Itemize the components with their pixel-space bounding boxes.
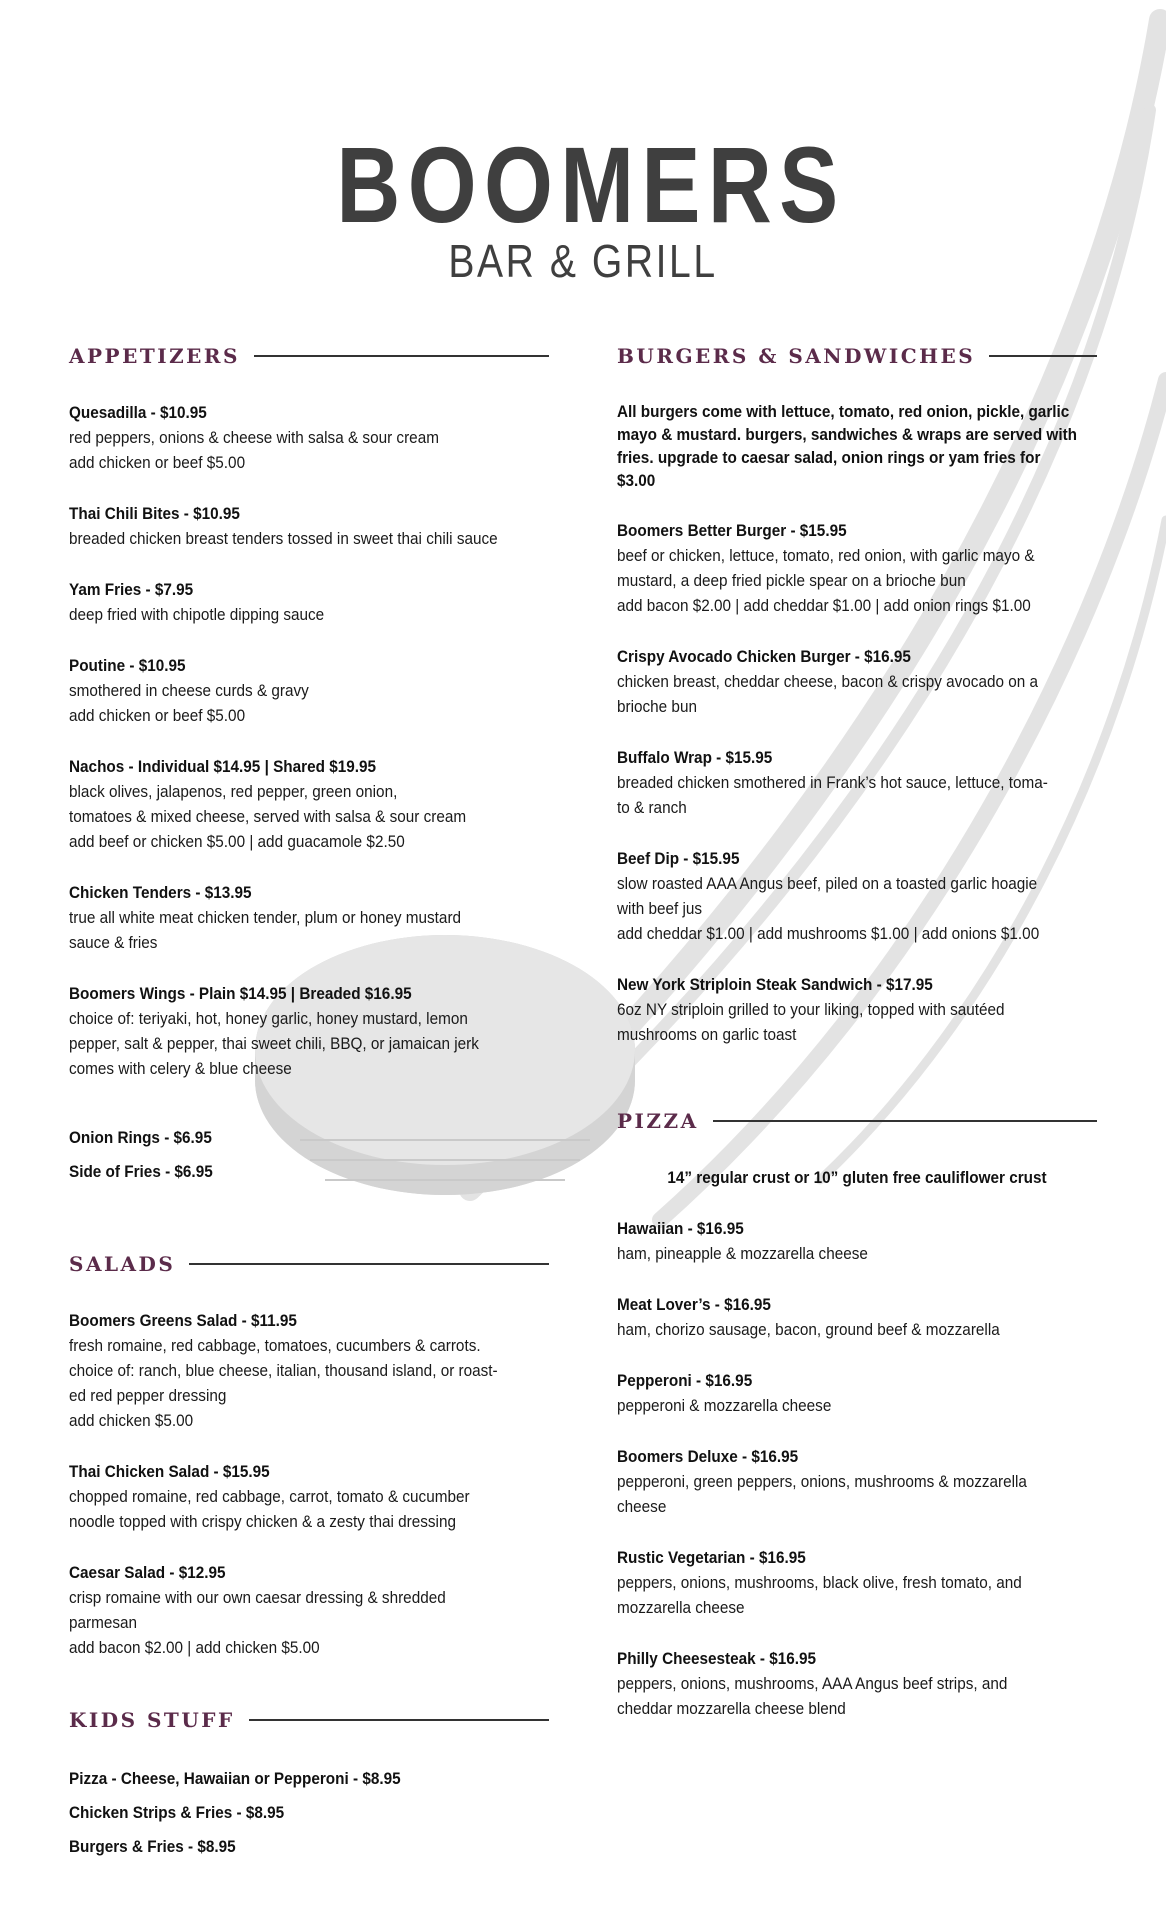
description-line: ed red pepper dressing [69, 1386, 227, 1405]
description-line: ham, pineapple & mozzarella cheese [617, 1244, 868, 1263]
menu-item-description [69, 905, 549, 955]
menu-item-description [617, 997, 1097, 1047]
description-line: comes with celery & blue cheese [69, 1059, 292, 1078]
menu-item-description [69, 602, 549, 627]
menu-item [69, 400, 549, 475]
description-line: fresh romaine, red cabbage, tomatoes, cucumbers & carrots. [69, 1336, 481, 1355]
description-line: tomatoes & mixed cheese, served with salsa & sour cream [69, 807, 467, 826]
description-line: sauce & fries [69, 933, 158, 952]
right-column [617, 338, 1097, 1721]
description-line: cheese [617, 1497, 667, 1516]
menu-item-description [69, 1333, 549, 1433]
menu-item-description [617, 1317, 1097, 1342]
menu-item [69, 1560, 549, 1660]
side-item: Onion Rings - $6.95 [69, 1128, 212, 1147]
description-line: cheddar mozzarella cheese blend [617, 1699, 846, 1718]
menu-item [69, 653, 549, 728]
divider [254, 355, 549, 357]
description-line: breaded chicken smothered in Frank’s hot sauce, lettuce, toma- [617, 773, 1048, 792]
description-line: pepper, salt & pepper, thai sweet chili, BBQ, or jamaican jerk [69, 1034, 479, 1053]
divider [713, 1120, 1097, 1122]
intro-line: All burgers come with lettuce, tomato, red onion, pickle, garlic [617, 402, 1070, 421]
description-line: slow roasted AAA Angus beef, piled on a toasted garlic hoagie [617, 874, 1038, 893]
menu-item-title: Thai Chili Bites - $10.95 [69, 504, 240, 523]
menu-item-description [617, 1671, 1097, 1721]
menu-item [617, 1545, 1097, 1620]
menu-item-description [617, 1393, 1097, 1418]
description-line: breaded chicken breast tenders tossed in sweet thai chili sauce [69, 529, 498, 548]
menu-item [69, 501, 549, 551]
intro-line: fries. upgrade to caesar salad, onion rings or yam fries for [617, 448, 1041, 467]
menu-item [617, 518, 1097, 618]
description-line: mustard, a deep fried pickle spear on a brioche bun [617, 571, 966, 590]
description-line: red peppers, onions & cheese with salsa & sour cream [69, 428, 439, 447]
description-line: chicken breast, cheddar cheese, bacon & crispy avocado on a [617, 672, 1039, 691]
menu-item [69, 1308, 549, 1433]
kids-item: Burgers & Fries - $8.95 [69, 1837, 236, 1856]
description-line: mushrooms on garlic toast [617, 1025, 797, 1044]
pizza-crust-note: 14” regular crust or 10” gluten free cauliflower crust [667, 1168, 1047, 1187]
description-line: add cheddar $1.00 | add mushrooms $1.00 | add onions $1.00 [617, 924, 1040, 943]
description-line: to & ranch [617, 798, 687, 817]
left-column [69, 338, 549, 1859]
restaurant-subtitle: BAR & GRILL [448, 235, 718, 287]
menu-item-title: Thai Chicken Salad - $15.95 [69, 1462, 270, 1481]
menu-item-title: Yam Fries - $7.95 [69, 580, 194, 599]
menu-item-title: Poutine - $10.95 [69, 656, 186, 675]
menu-item-title: Hawaiian - $16.95 [617, 1219, 744, 1238]
menu-item [617, 1444, 1097, 1519]
description-line: black olives, jalapenos, red pepper, green onion, [69, 782, 398, 801]
menu-item-description [617, 770, 1097, 820]
brand-header [0, 124, 1166, 287]
description-line: add beef or chicken $5.00 | add guacamole $2.50 [69, 832, 405, 851]
menu-item [617, 1292, 1097, 1342]
menu-item-description [69, 1006, 549, 1081]
menu-item-title: Chicken Tenders - $13.95 [69, 883, 252, 902]
description-line: pepperoni & mozzarella cheese [617, 1396, 832, 1415]
menu-item [617, 1216, 1097, 1266]
section-header-salads [69, 1246, 549, 1282]
description-line: smothered in cheese curds & gravy [69, 681, 309, 700]
menu-item [69, 754, 549, 854]
description-line: choice of: ranch, blue cheese, italian, thousand island, or roast- [69, 1361, 498, 1380]
kids-list [69, 1766, 549, 1859]
menu-item-title: Boomers Deluxe - $16.95 [617, 1447, 799, 1466]
menu-item-title: Boomers Wings - Plain $14.95 | Breaded $16.95 [69, 984, 412, 1003]
side-item: Side of Fries - $6.95 [69, 1162, 213, 1181]
menu-item [69, 1459, 549, 1534]
description-line: noodle topped with crispy chicken & a zesty thai dressing [69, 1512, 456, 1531]
description-line: peppers, onions, mushrooms, black olive, fresh tomato, and [617, 1573, 1022, 1592]
menu-item [617, 1368, 1097, 1418]
description-line: true all white meat chicken tender, plum or honey mustard [69, 908, 462, 927]
description-line: add bacon $2.00 | add chicken $5.00 [69, 1638, 320, 1657]
menu-item [617, 846, 1097, 946]
description-line: 6oz NY striploin grilled to your liking, topped with sautéed [617, 1000, 1005, 1019]
description-line: add chicken or beef $5.00 [69, 706, 246, 725]
menu-item-description [617, 1469, 1097, 1519]
description-line: crisp romaine with our own caesar dressing & shredded [69, 1588, 446, 1607]
menu-item [617, 972, 1097, 1047]
menu-item-title: Buffalo Wrap - $15.95 [617, 748, 773, 767]
menu-item-description [69, 779, 549, 854]
description-line: brioche bun [617, 697, 697, 716]
section-title: PIZZA [617, 1109, 699, 1133]
menu-item-description [617, 871, 1097, 946]
menu-item-title: Boomers Greens Salad - $11.95 [69, 1311, 297, 1330]
sides-list [69, 1125, 549, 1184]
section-title: SALADS [69, 1252, 176, 1276]
description-line: add bacon $2.00 | add cheddar $1.00 | add onion rings $1.00 [617, 596, 1031, 615]
description-line: beef or chicken, lettuce, tomato, red onion, with garlic mayo & [617, 546, 1035, 565]
divider [989, 355, 1097, 357]
intro-line: $3.00 [617, 471, 656, 490]
menu-item-title: Pepperoni - $16.95 [617, 1371, 753, 1390]
description-line: add chicken or beef $5.00 [69, 453, 246, 472]
menu-item-title: Philly Cheesesteak - $16.95 [617, 1649, 817, 1668]
menu-item [69, 577, 549, 627]
divider [249, 1719, 549, 1721]
menu-item-description [69, 678, 549, 728]
menu-item-description [617, 543, 1097, 618]
description-line: ham, chorizo sausage, bacon, ground beef & mozzarella [617, 1320, 1000, 1339]
menu-item-description [69, 425, 549, 475]
section-header-burgers [617, 338, 1097, 374]
section-header-kids [69, 1702, 549, 1738]
menu-item-title: Meat Lover’s - $16.95 [617, 1295, 771, 1314]
menu-item-title: New York Striploin Steak Sandwich - $17.95 [617, 975, 933, 994]
description-line: parmesan [69, 1613, 138, 1632]
menu-item-title: Nachos - Individual $14.95 | Shared $19.95 [69, 757, 377, 776]
description-line: peppers, onions, mushrooms, AAA Angus beef strips, and [617, 1674, 1008, 1693]
section-header-appetizers [69, 338, 549, 374]
menu-item [69, 880, 549, 955]
menu-item [617, 644, 1097, 719]
menu-item-description [69, 526, 549, 551]
menu-item-title: Caesar Salad - $12.95 [69, 1563, 226, 1582]
section-title: KIDS STUFF [69, 1708, 235, 1732]
menu-item-title: Quesadilla - $10.95 [69, 403, 207, 422]
menu-item-description [617, 669, 1097, 719]
description-line: choice of: teriyaki, hot, honey garlic, honey mustard, lemon [69, 1009, 468, 1028]
section-title: APPETIZERS [69, 344, 240, 368]
restaurant-name: BOOMERS [336, 124, 846, 245]
menu-item-description [617, 1570, 1097, 1620]
menu-item [617, 1646, 1097, 1721]
divider [189, 1263, 549, 1265]
menu-item-description [617, 1241, 1097, 1266]
menu-item [617, 745, 1097, 820]
description-line: chopped romaine, red cabbage, carrot, tomato & cucumber [69, 1487, 470, 1506]
intro-line: mayo & mustard. burgers, sandwiches & wraps are served with [617, 425, 1078, 444]
description-line: pepperoni, green peppers, onions, mushrooms & mozzarella [617, 1472, 1027, 1491]
menu-item-title: Boomers Better Burger - $15.95 [617, 521, 847, 540]
description-line: add chicken $5.00 [69, 1411, 194, 1430]
menu-item [69, 981, 549, 1081]
kids-item: Chicken Strips & Fries - $8.95 [69, 1803, 285, 1822]
menu-item-title: Beef Dip - $15.95 [617, 849, 740, 868]
section-header-pizza [617, 1103, 1097, 1139]
menu-item-title: Crispy Avocado Chicken Burger - $16.95 [617, 647, 911, 666]
description-line: mozzarella cheese [617, 1598, 745, 1617]
kids-item: Pizza - Cheese, Hawaiian or Pepperoni - $8.95 [69, 1769, 401, 1788]
burgers-intro [617, 400, 1097, 492]
menu-item-title: Rustic Vegetarian - $16.95 [617, 1548, 806, 1567]
section-title: BURGERS & SANDWICHES [617, 344, 976, 368]
menu-item-description [69, 1484, 549, 1534]
description-line: deep fried with chipotle dipping sauce [69, 605, 325, 624]
description-line: with beef jus [617, 899, 703, 918]
menu-item-description [69, 1585, 549, 1660]
